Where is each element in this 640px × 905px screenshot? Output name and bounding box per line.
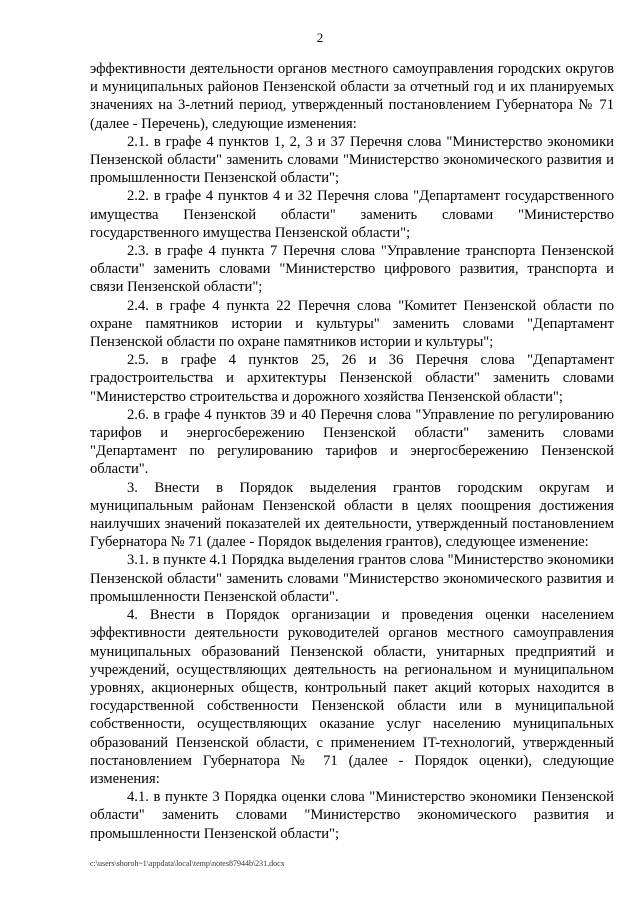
document-body [90, 60, 614, 843]
paragraph-3-1: 3.1. в пункте 4.1 Порядка выделения грантов слова "Министерство экономики Пензенской области" заменить словами "Министерство экономического развития и промышленности Пензенской области". [90, 552, 614, 605]
page-number: 2 [316, 30, 324, 45]
paragraph-2-4: 2.4. в графе 4 пункта 22 Перечня слова "Комитет Пензенской области по охране памятников истории и культуры" заменить словами "Департамент Пензенской области по охране памятников истории и культуры"; [90, 297, 614, 351]
paragraph-2-3: 2.3. в графе 4 пункта 7 Перечня слова "Управление транспорта Пензенской области" заменить словами "Министерство цифрового развития, транспорта и связи Пензенской области"; [90, 243, 614, 296]
paragraph-2-2: 2.2. в графе 4 пунктов 4 и 32 Перечня слова "Департамент государственного имущества Пензенской области" заменить словами "Министерство государственного имущества Пензенской области"; [90, 188, 614, 241]
paragraph-2-6: 2.6. в графе 4 пунктов 39 и 40 Перечня слова "Управление по регулированию тарифов и энергосбережению Пензенской области" заменить словами "Департамент по регулированию тарифов и энергосбережению Пензенской области". [90, 406, 614, 478]
paragraph-3: 3. Внести в Порядок выделения грантов городским округам и муниципальным районам Пензенской области в целях поощрения достижения наилучших значений показателей их деятельности, утвержденный постановлением Губернатора № 71 (далее - Порядок выделения грантов), следующее изменение: [90, 479, 614, 551]
paragraph-4: 4. Внести в Порядок организации и проведения оценки населением эффективности деятельности руководителей органов местного самоуправления муниципальных образований Пензенской области, унитарных предприятий и учреждений, осуществляющих деятельность на региональном и муниципальном уровнях, акционерных обществ, контрольный пакет акций которых находится в государственной собственности Пензенской области или в муниципальной собственности, осуществляющих оказание услуг населению муниципальных образований Пензенской области, с применением IT-технологий, утвержденный постановлением Губернатора № 71 (далее - Порядок оценки), следующие изменения: [90, 607, 614, 787]
footer-file-path: c:\users\shoroh~1\appdata\local\temp\notes87944b\231.docx [90, 859, 285, 868]
paragraph-continuation: эффективности деятельности органов местного самоуправления городских округов и муниципальных районов Пензенской области за отчетный год и их планируемых значениях на 3-летний период, утвержденный постановлением Губернатора № 71 (далее - Перечень), следующие изменения: [90, 61, 614, 132]
paragraph-2-5: 2.5. в графе 4 пунктов 25, 26 и 36 Перечня слова "Департамент градостроительства и архитектуры Пензенской области" заменить словами "Министерство строительства и дорожного хозяйства Пензенской области"; [90, 352, 614, 405]
paragraph-2-1: 2.1. в графе 4 пунктов 1, 2, 3 и 37 Перечня слова "Министерство экономики Пензенской области" заменить словами "Министерство экономического развития и промышленности Пензенской области"; [90, 133, 614, 187]
paragraph-4-1: 4.1. в пункте 3 Порядка оценки слова "Министерство экономики Пензенской области" заменить словами "Министерство экономического развития и промышленности Пензенской области"; [90, 789, 614, 842]
